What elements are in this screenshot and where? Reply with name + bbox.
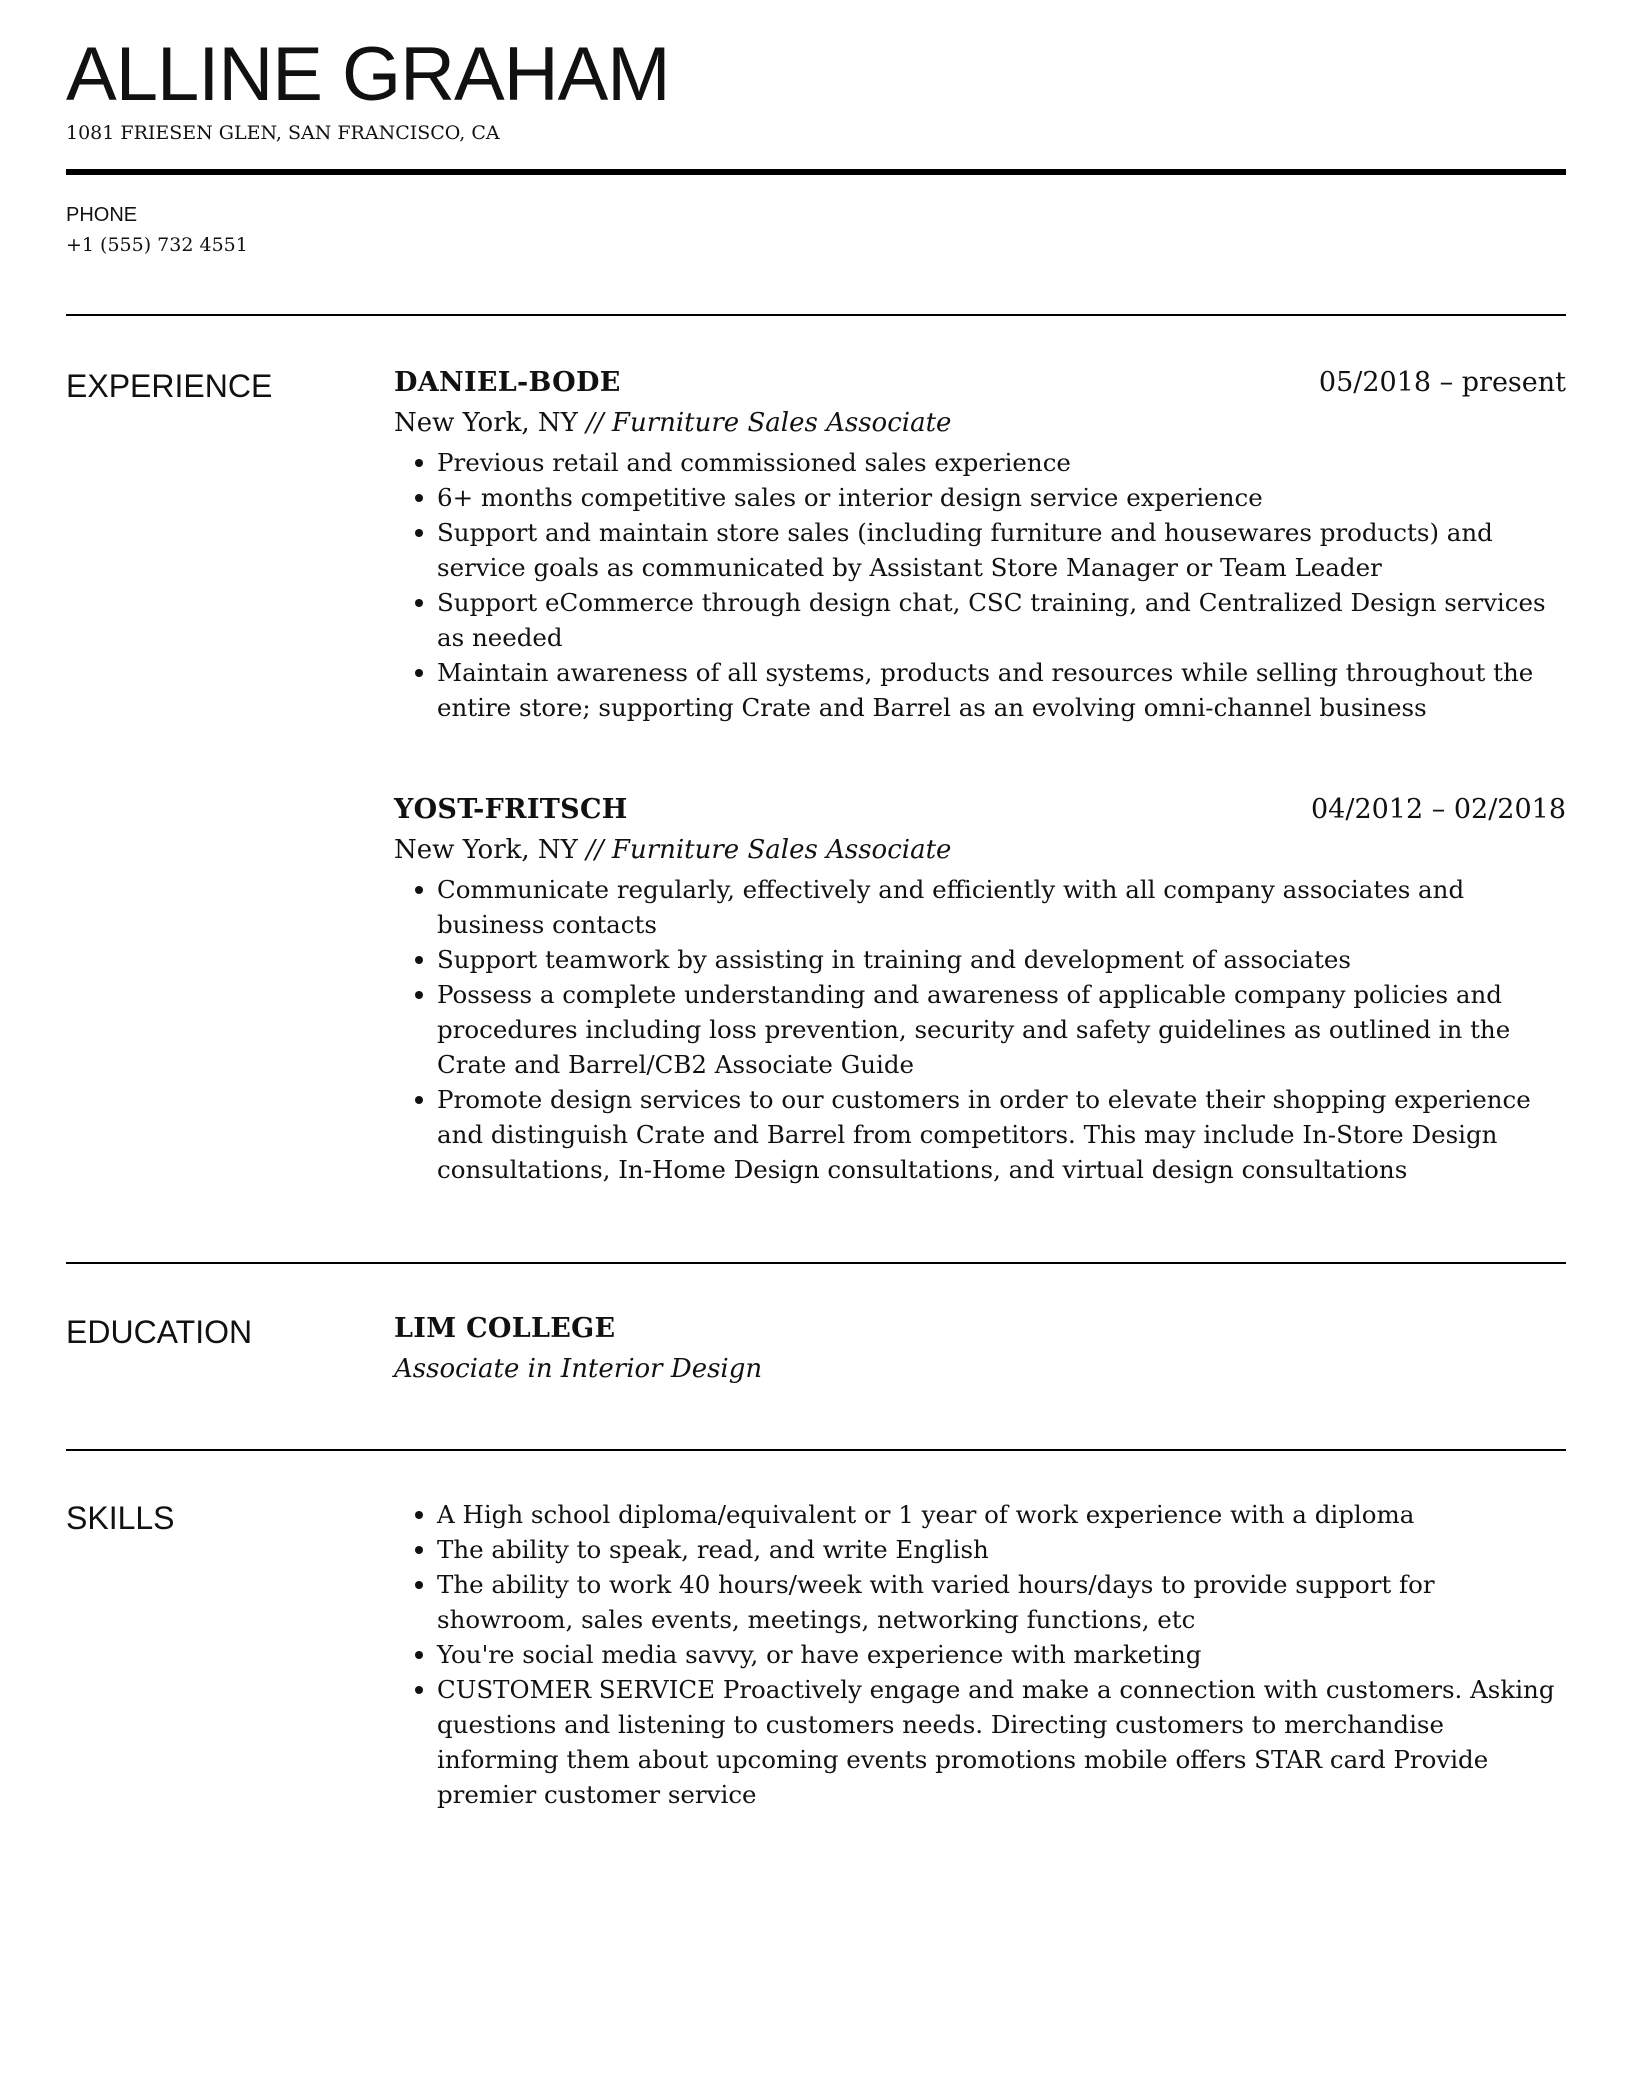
candidate-name: ALLINE GRAHAM (66, 32, 670, 117)
job-header (394, 790, 1566, 830)
skills-heading: SKILLS (66, 1500, 175, 1536)
section-divider (66, 1449, 1566, 1451)
education-content (394, 1309, 1566, 1389)
section-divider (66, 314, 1566, 316)
job-role: Furniture Sales Associate (611, 408, 952, 438)
job-location: New York, NY (394, 408, 578, 438)
job-meta (394, 830, 1566, 870)
phone-number: +1 (555) 732 4551 (66, 234, 248, 256)
meta-separator: // (586, 835, 604, 865)
job-bullets (394, 872, 1566, 1187)
section-divider (66, 1262, 1566, 1264)
job-entry (394, 790, 1566, 1187)
job-dates: 05/2018 – present (1318, 367, 1566, 398)
list-item: Previous retail and commissioned sales experience (394, 445, 1566, 480)
list-item: CUSTOMER SERVICE Proactively engage and make a connection with customers. Asking questions and listening to customers needs. Directing customers to merchandise informing them about upcoming events promotions mobile offers STAR card Provide premier customer service (394, 1672, 1566, 1812)
list-item: 6+ months competitive sales or interior design service experience (394, 480, 1566, 515)
list-item: Support teamwork by assisting in training and development of associates (394, 942, 1566, 977)
candidate-address: 1081 FRIESEN GLEN, SAN FRANCISCO, CA (66, 122, 500, 144)
list-item: Support eCommerce through design chat, CSC training, and Centralized Design services as needed (394, 585, 1566, 655)
list-item: Support and maintain store sales (including furniture and housewares products) and service goals as communicated by Assistant Store Manager or Team Leader (394, 515, 1566, 585)
job-entry (394, 363, 1566, 725)
list-item: Possess a complete understanding and awareness of applicable company policies and procedures including loss prevention, security and safety guidelines as outlined in the Crate and Barrel/CB2 Associate Guide (394, 977, 1566, 1082)
list-item: A High school diploma/equivalent or 1 year of work experience with a diploma (394, 1497, 1566, 1532)
job-meta (394, 403, 1566, 443)
job-location: New York, NY (394, 835, 578, 865)
job-dates: 04/2012 – 02/2018 (1311, 794, 1566, 825)
experience-content (394, 363, 1566, 725)
experience-heading: EXPERIENCE (66, 368, 273, 404)
header-divider (66, 169, 1566, 175)
experience-content-2 (394, 790, 1566, 1187)
list-item: Promote design services to our customers in order to elevate their shopping experience and distinguish Crate and Barrel from competitors. This may include In-Store Design consultations, In-Home Design consultations, and virtual design consultations (394, 1082, 1566, 1187)
job-bullets (394, 445, 1566, 725)
list-item: Maintain awareness of all systems, products and resources while selling throughout the entire store; supporting Crate and Barrel as an evolving omni-channel business (394, 655, 1566, 725)
list-item: Communicate regularly, effectively and efficiently with all company associates and business contacts (394, 872, 1566, 942)
list-item: The ability to work 40 hours/week with varied hours/days to provide support for showroom, sales events, meetings, networking functions, etc (394, 1567, 1566, 1637)
skills-content (394, 1497, 1566, 1812)
education-heading: EDUCATION (66, 1314, 253, 1350)
company-name: DANIEL-BODE (394, 367, 621, 398)
list-item: You're social media savvy, or have experience with marketing (394, 1637, 1566, 1672)
job-role: Furniture Sales Associate (611, 835, 952, 865)
list-item: The ability to speak, read, and write English (394, 1532, 1566, 1567)
phone-label: PHONE (66, 204, 138, 226)
degree: Associate in Interior Design (394, 1354, 763, 1384)
meta-separator: // (586, 408, 604, 438)
company-name: YOST-FRITSCH (394, 794, 628, 825)
job-header (394, 363, 1566, 403)
school-name: LIM COLLEGE (394, 1313, 616, 1344)
skills-list (394, 1497, 1566, 1812)
